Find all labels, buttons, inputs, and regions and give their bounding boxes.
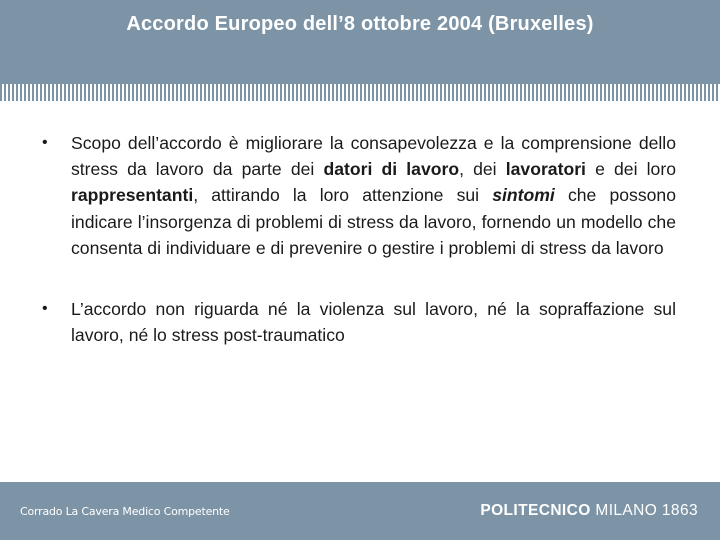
footer-author: Corrado La Cavera Medico Competente xyxy=(20,505,230,518)
emphasis-sintomi: sintomi xyxy=(492,185,555,206)
footer-bar xyxy=(0,482,720,540)
politecnico-logo xyxy=(480,502,698,520)
bullet-item-1 xyxy=(42,130,676,261)
slide-content xyxy=(42,130,676,348)
text-segment: L’accordo non riguarda né la violenza sul lavoro, né la sopraffazione sul lavoro, né lo stress post-traumatico xyxy=(71,299,676,346)
text-segment: Scopo dell’accordo è migliorare la consapevolezza e la comprensione dello stress da lavoro da parte dei xyxy=(71,133,676,180)
logo-bold-text: POLITECNICO xyxy=(480,502,591,519)
logo-rest-text: MILANO 1863 xyxy=(590,502,698,519)
bullet-item-2 xyxy=(42,296,676,348)
slide-title: Accordo Europeo dell’8 ottobre 2004 (Bruxelles) xyxy=(126,13,594,35)
bullet-marker: • xyxy=(42,300,48,318)
bullet-marker: • xyxy=(42,134,48,151)
emphasis-datori-di-lavoro: datori di lavoro xyxy=(323,159,460,180)
decorative-stripe xyxy=(0,84,720,101)
emphasis-lavoratori: lavoratori xyxy=(505,159,586,180)
text-segment: e dei loro xyxy=(585,159,676,180)
header-bar xyxy=(0,0,720,84)
text-segment: , dei xyxy=(459,159,506,180)
text-segment: che possono indicare l’insorgenza di problemi di stress da lavoro, fornendo un modello che consenta di individuare e di prevenire o gestire i problemi di stress da lavoro xyxy=(71,185,676,258)
emphasis-rappresentanti: rappresentanti xyxy=(71,185,194,206)
text-segment: , attirando la loro attenzione sui xyxy=(193,185,493,206)
